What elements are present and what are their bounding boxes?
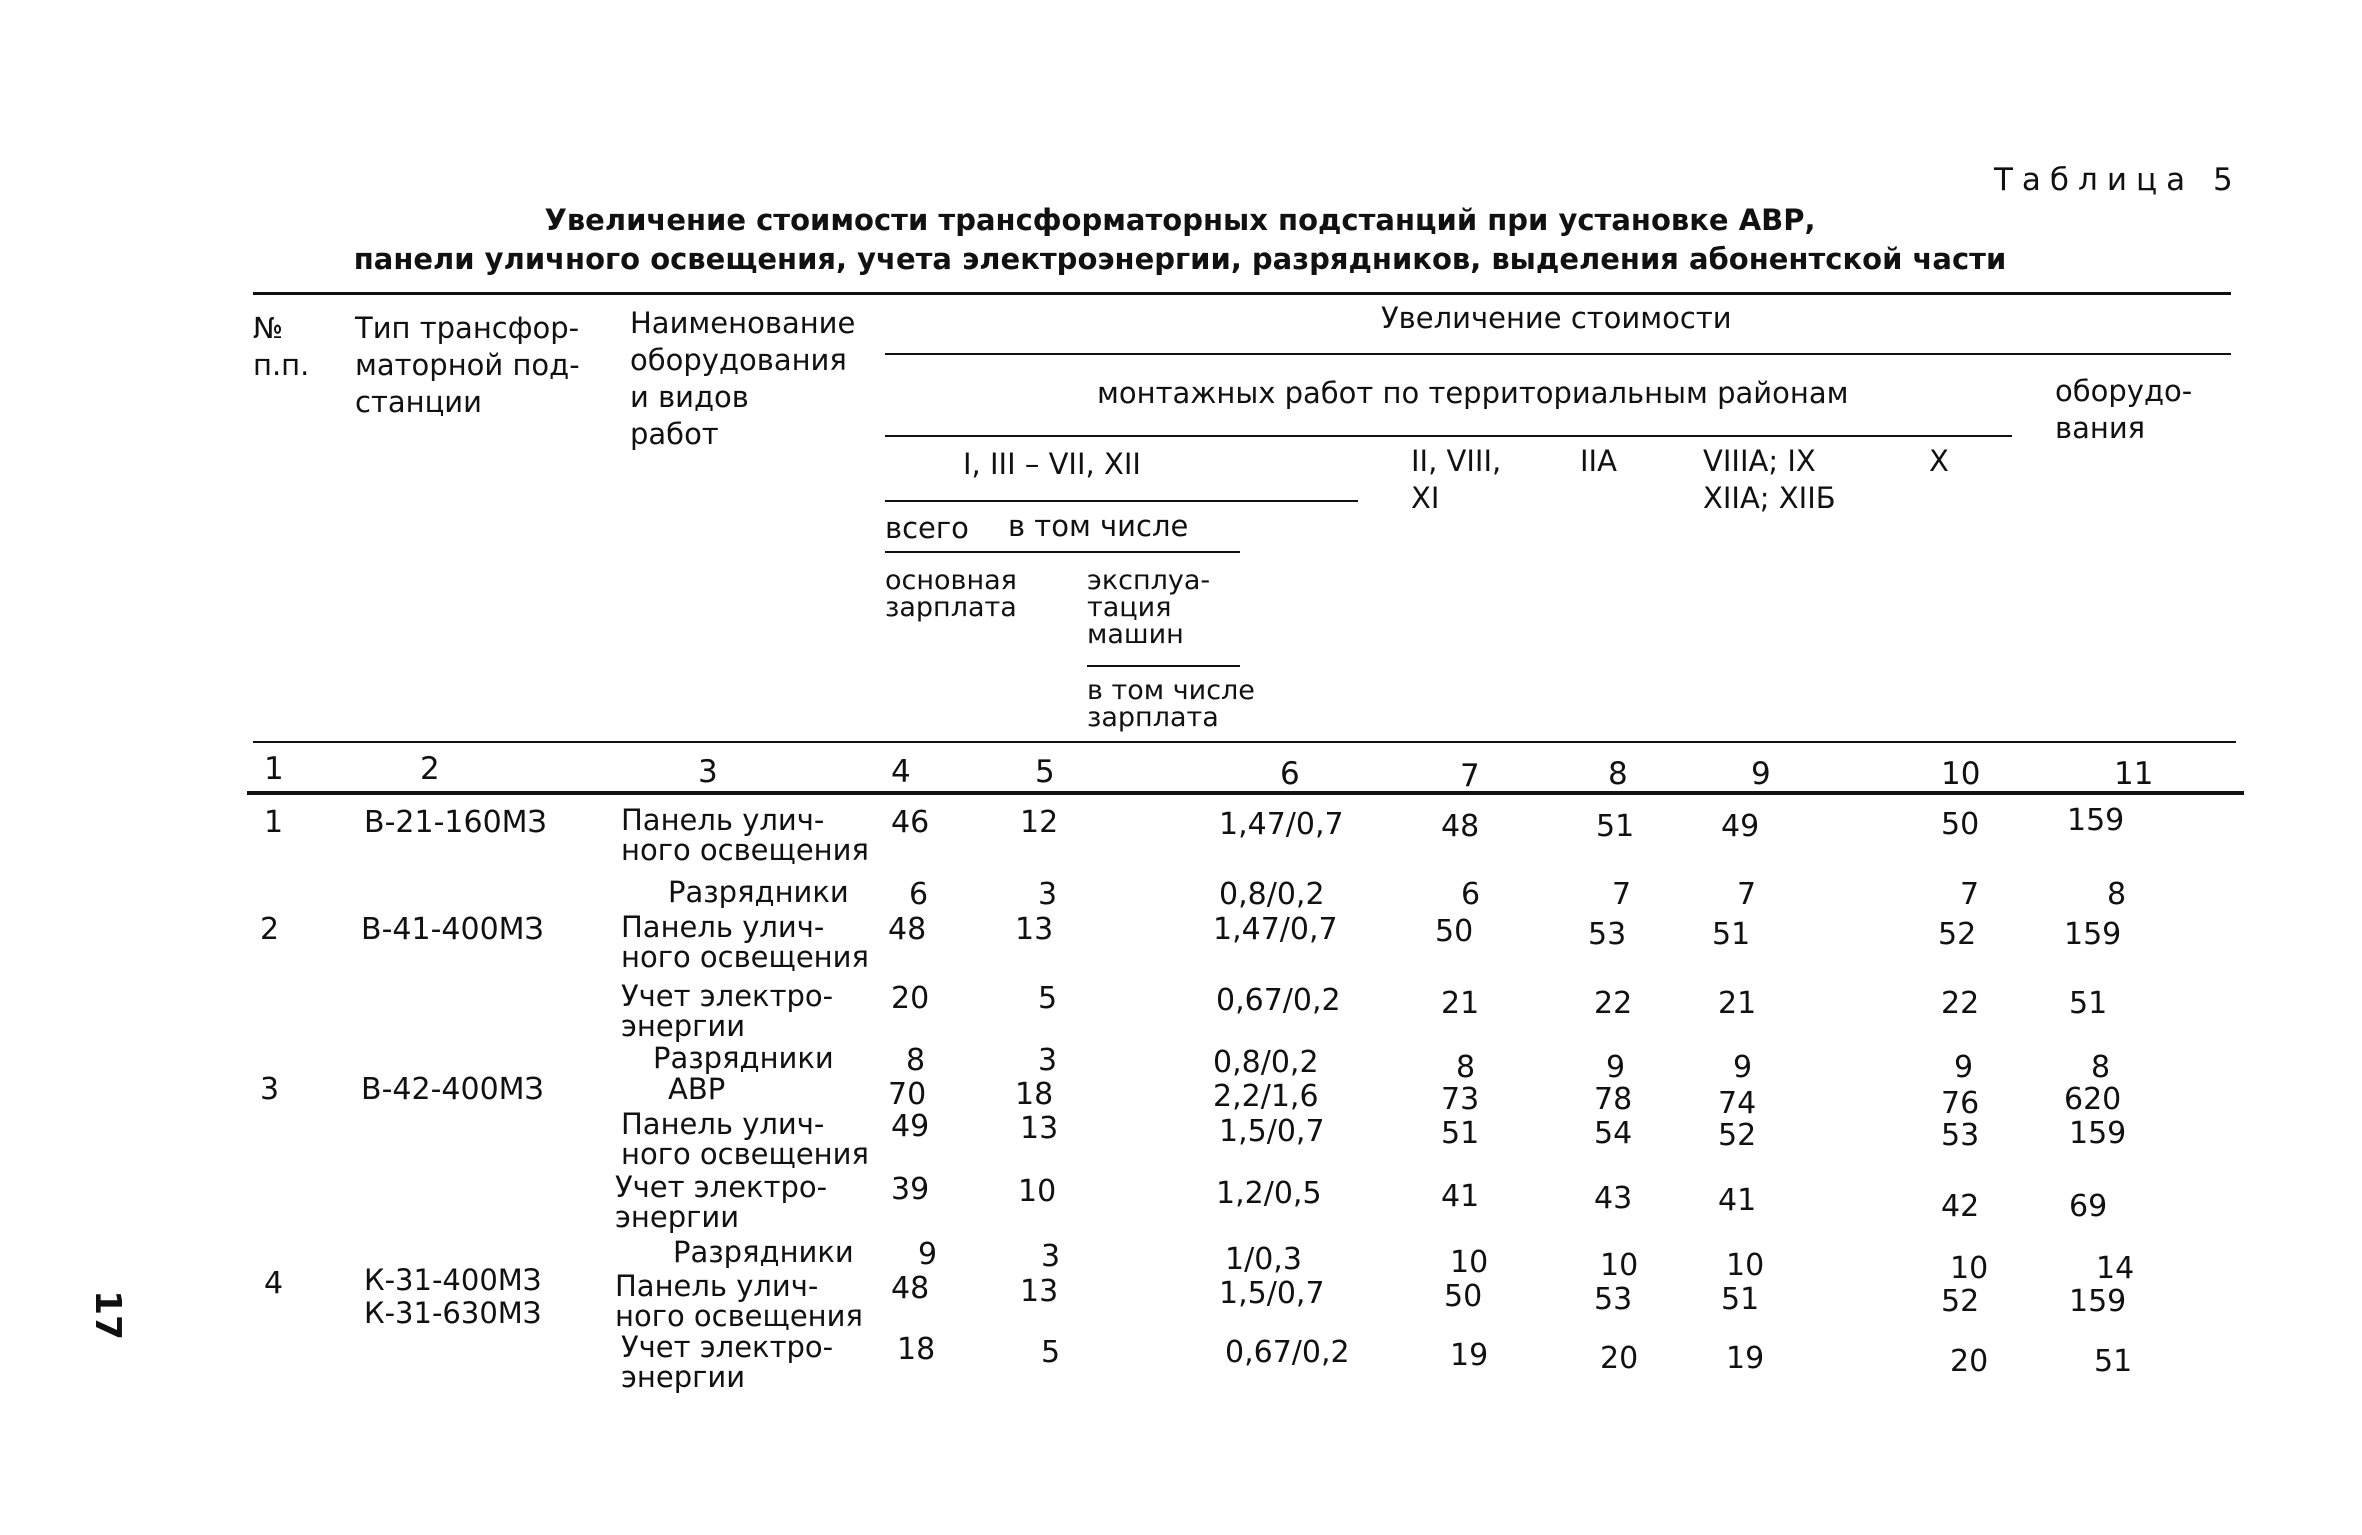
cell-region-1: 50 [1444, 1279, 1483, 1314]
substation-type: В-21-160МЗ [364, 805, 547, 840]
region1-rule [885, 500, 1358, 502]
cell-region-3: 41 [1718, 1183, 1757, 1218]
cell-base-salary: 13 [1020, 1111, 1059, 1146]
group-number: 2 [260, 912, 280, 947]
cell-base-salary: 10 [1018, 1174, 1057, 1209]
column-number: 11 [2114, 756, 2154, 792]
cell-total: 9 [918, 1237, 938, 1272]
cell-region-2: 22 [1594, 986, 1633, 1021]
equipment-name: Панель улич- ного освещения [621, 803, 869, 867]
header-region-5: X [1929, 444, 1949, 478]
header-increase: Увеличение стоимости [1381, 301, 1732, 335]
cell-total: 18 [897, 1332, 936, 1367]
column-number: 8 [1608, 756, 1628, 792]
cell-machines: 0,67/0,2 [1225, 1335, 1350, 1370]
cell-base-salary: 3 [1038, 877, 1058, 912]
cell-region-1: 51 [1441, 1116, 1480, 1151]
cell-total: 48 [891, 1271, 930, 1306]
cell-machines: 0,67/0,2 [1216, 983, 1341, 1018]
cell-region-1: 73 [1441, 1082, 1480, 1117]
cell-region-1: 41 [1441, 1179, 1480, 1214]
substation-type: К-31-400МЗ К-31-630МЗ [364, 1263, 542, 1330]
header-region-2: II, VIII, XI [1411, 444, 1502, 515]
cell-equipment: 159 [2064, 917, 2122, 952]
cell-region-4: 10 [1950, 1251, 1989, 1286]
cell-base-salary: 13 [1020, 1274, 1059, 1309]
cell-machines: 2,2/1,6 [1213, 1079, 1319, 1114]
cell-machines: 0,8/0,2 [1219, 877, 1325, 912]
cell-equipment: 8 [2107, 877, 2127, 912]
equipment-name: Учет электро- энергии [615, 1170, 828, 1234]
cell-machines: 1,5/0,7 [1219, 1276, 1325, 1311]
cell-equipment: 51 [2094, 1344, 2133, 1379]
cell-equipment: 620 [2064, 1082, 2122, 1117]
cell-region-4: 9 [1954, 1050, 1974, 1085]
cell-total: 39 [891, 1172, 930, 1207]
cell-machines: 1/0,3 [1225, 1242, 1302, 1277]
cell-region-4: 22 [1941, 986, 1980, 1021]
header-base-salary: основная зарплата [885, 565, 1017, 623]
table-label: Таблица 5 [1994, 162, 2242, 198]
column-number: 5 [1035, 754, 1055, 790]
cell-region-1: 10 [1450, 1245, 1489, 1280]
cell-region-2: 7 [1612, 877, 1632, 912]
group-number: 4 [264, 1266, 284, 1301]
cell-region-2: 78 [1594, 1082, 1633, 1117]
cell-region-3: 21 [1718, 986, 1757, 1021]
page-number: 17 [87, 1290, 128, 1341]
cell-region-4: 20 [1950, 1344, 1989, 1379]
cell-total: 49 [891, 1109, 930, 1144]
cell-region-1: 50 [1435, 914, 1474, 949]
equipment-name: Панель улич- ного освещения [621, 910, 869, 974]
cell-region-1: 48 [1441, 809, 1480, 844]
cell-region-3: 52 [1718, 1118, 1757, 1153]
cell-base-salary: 5 [1041, 1335, 1061, 1370]
header-region-1: I, III – VII, XII [963, 447, 1141, 481]
column-number: 3 [698, 754, 718, 790]
column-number: 6 [1280, 756, 1300, 792]
header-equipment: оборудо- вания [2055, 374, 2193, 445]
cell-machines: 1,5/0,7 [1219, 1114, 1325, 1149]
cell-region-1: 6 [1461, 877, 1481, 912]
group-number: 1 [264, 805, 284, 840]
cell-equipment: 51 [2069, 986, 2108, 1021]
substation-type: В-41-400МЗ [361, 912, 544, 947]
cell-equipment: 8 [2091, 1050, 2111, 1085]
cell-equipment: 69 [2069, 1189, 2108, 1224]
cell-region-1: 19 [1450, 1338, 1489, 1373]
cell-total: 70 [888, 1077, 927, 1112]
equipment-name: АВР [668, 1072, 726, 1106]
cell-region-2: 53 [1588, 917, 1627, 952]
cell-region-4: 76 [1941, 1086, 1980, 1121]
equipment-name: Разрядники [668, 875, 849, 909]
cell-machines: 1,47/0,7 [1219, 807, 1344, 842]
column-number: 7 [1460, 758, 1480, 794]
cell-region-4: 42 [1941, 1189, 1980, 1224]
cell-base-salary: 18 [1015, 1077, 1054, 1112]
cell-equipment: 159 [2067, 803, 2125, 838]
group-number: 3 [260, 1072, 280, 1107]
equipment-name: Учет электро- энергии [621, 979, 834, 1043]
cell-region-1: 21 [1441, 986, 1480, 1021]
column-number: 2 [420, 751, 440, 787]
cell-region-3: 49 [1721, 809, 1760, 844]
header-machines: эксплуа- тация машин [1087, 565, 1211, 650]
cell-region-4: 7 [1960, 877, 1980, 912]
cell-base-salary: 3 [1038, 1043, 1058, 1078]
header-col-name: Наименование оборудования и видов работ [630, 306, 856, 451]
header-including: в том числе [1008, 509, 1189, 543]
cell-region-3: 51 [1721, 1282, 1760, 1317]
cell-region-4: 50 [1941, 807, 1980, 842]
cell-total: 6 [909, 877, 929, 912]
cell-total: 8 [906, 1043, 926, 1078]
equipment-name: Разрядники [673, 1235, 854, 1269]
cell-equipment: 159 [2069, 1116, 2127, 1151]
cell-equipment: 159 [2069, 1284, 2127, 1319]
cell-total: 46 [891, 805, 930, 840]
cell-region-3: 7 [1737, 877, 1757, 912]
installation-rule [885, 435, 2012, 437]
equipment-name: Панель улич- ного освещения [621, 1107, 869, 1171]
cell-base-salary: 3 [1041, 1239, 1061, 1274]
cell-machines: 1,47/0,7 [1213, 912, 1338, 947]
total-rule [885, 551, 1240, 553]
cell-region-3: 9 [1733, 1050, 1753, 1085]
cell-region-2: 43 [1594, 1181, 1633, 1216]
column-number: 9 [1751, 756, 1771, 792]
cell-base-salary: 5 [1038, 981, 1058, 1016]
cell-machines: 0,8/0,2 [1213, 1045, 1319, 1080]
column-number: 10 [1941, 756, 1981, 792]
cell-base-salary: 12 [1020, 805, 1059, 840]
cell-region-3: 10 [1726, 1248, 1765, 1283]
equipment-name: Учет электро- энергии [621, 1330, 834, 1394]
header-col-no: № п.п. [253, 311, 310, 382]
column-number: 4 [891, 754, 911, 790]
header-incl-salary: в том числе зарплата [1087, 675, 1255, 733]
header-installation: монтажных работ по территориальным районам [1097, 376, 1849, 410]
substation-type: В-42-400МЗ [361, 1072, 544, 1107]
cell-region-2: 51 [1596, 809, 1635, 844]
cell-base-salary: 13 [1015, 912, 1054, 947]
increase-rule [885, 353, 2231, 355]
header-col-type: Тип трансфор- маторной под- станции [355, 311, 580, 419]
cell-region-2: 9 [1606, 1050, 1626, 1085]
equipment-name: Разрядники [653, 1041, 834, 1075]
cell-region-4: 53 [1941, 1118, 1980, 1153]
cell-region-2: 20 [1600, 1341, 1639, 1376]
cell-region-2: 54 [1594, 1116, 1633, 1151]
cell-total: 48 [888, 912, 927, 947]
cell-region-3: 19 [1726, 1341, 1765, 1376]
cell-region-1: 8 [1456, 1050, 1476, 1085]
header-top-rule [253, 292, 2231, 295]
cell-region-4: 52 [1941, 1284, 1980, 1319]
cell-total: 20 [891, 981, 930, 1016]
header-region-3: IIA [1580, 444, 1617, 478]
column-number: 1 [264, 751, 284, 787]
equipment-name: Панель улич- ного освещения [615, 1269, 863, 1333]
cell-region-3: 74 [1718, 1086, 1757, 1121]
header-bottom-rule [253, 741, 2236, 743]
machines-rule [1087, 665, 1240, 667]
cell-machines: 1,2/0,5 [1216, 1176, 1322, 1211]
cell-region-4: 52 [1938, 917, 1977, 952]
cell-region-3: 51 [1712, 917, 1751, 952]
header-total: всего [885, 511, 969, 545]
table-title-line-2: панели уличного освещения, учета электроэнергии, разрядников, выделения абонентской части [353, 242, 2007, 276]
cell-equipment: 14 [2096, 1251, 2135, 1286]
header-region-4: VIIIA; IX XIIA; XIIБ [1703, 444, 1836, 515]
cell-region-2: 53 [1594, 1282, 1633, 1317]
cell-region-2: 10 [1600, 1248, 1639, 1283]
table-title-line-1: Увеличение стоимости трансформаторных подстанций при установке АВР, [544, 203, 1816, 237]
